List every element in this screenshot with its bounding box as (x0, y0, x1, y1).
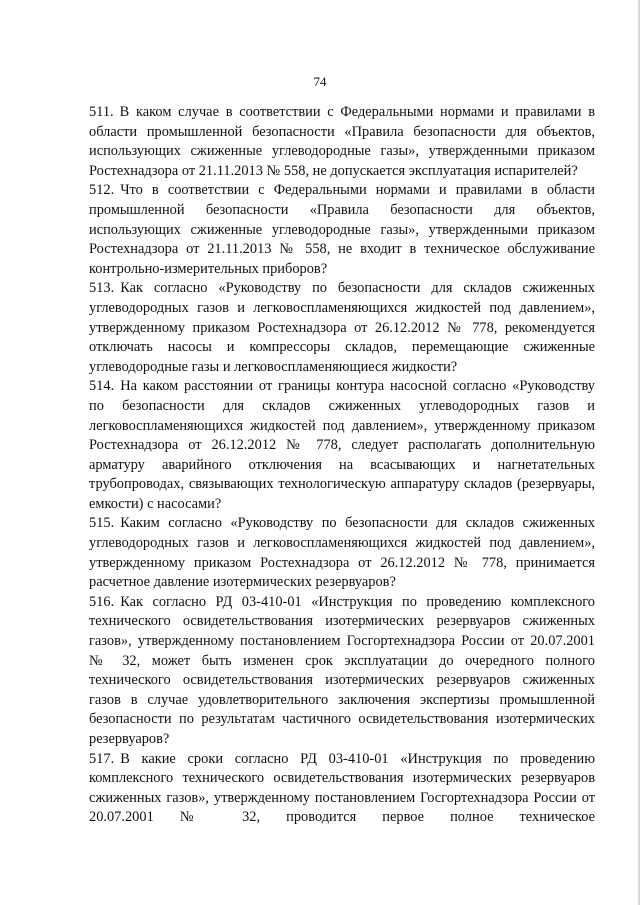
question-513 (89, 279, 595, 377)
question-number: 512. (89, 182, 115, 199)
question-number: 514. (89, 378, 115, 395)
question-text: Как согласно «Руководству по безопасности для складов сжиженных углеводородных газов и легковоспламеняющихся жидкостей под давлением», утвержденному приказом Ростехнадзора от 26.12.2012 № 778, рекомендуется отключать насосы и компрессоры складов, перемещающие сжиженные углеводородные газы и легковоспламеняющиеся жидкости? (89, 280, 595, 375)
question-511 (89, 103, 595, 181)
questions-list (89, 103, 595, 828)
question-text: В каком случае в соответствии с Федеральными нормами и правилами в области промышленной безопасности «Правила безопасности для объектов, использующих сжиженные углеводородные газы», утвержденными приказом Ростехнадзора от 21.11.2013 № 558, не допускается эксплуатация испарителей? (89, 104, 595, 179)
question-text: Что в соответствии с Федеральными нормами и правилами в области промышленной безопасности «Правила безопасности для объектов, использующих сжиженные углеводородные газы», утвержденными приказом Ростехнадзора от 21.11.2013 № 558, не входит в техническое обслуживание контрольно-измерительных приборов? (89, 182, 595, 277)
question-515 (89, 514, 595, 592)
question-517 (89, 750, 595, 828)
question-number: 517. (89, 750, 115, 767)
question-number: 515. (89, 515, 115, 532)
question-text: На каком расстоянии от границы контура насосной согласно «Руководству по безопасности для складов сжиженных углеводородных газов и легковоспламеняющихся жидкостей под давлением», утвержденному приказом Ростехнадзора от 26.12.2012 № 778, следует располагать дополнительную арматуру аварийного отключения на всасывающих и нагнетательных трубопроводах, связывающих технологическую аппаратуру складов (резервуары, емкости) с насосами? (89, 378, 595, 512)
question-number: 511. (89, 104, 114, 120)
page-number: 74 (313, 74, 327, 89)
question-text: Каким согласно «Руководству по безопасности для складов сжиженных углеводородных газов и легковоспламеняющихся жидкостей под давлением», утвержденному приказом Ростехнадзора от 26.12.2012 № 778, принимается расчетное давление изотермических резервуаров? (89, 515, 595, 591)
question-text: Как согласно РД 03-410-01 «Инструкция по проведению комплексного технического освидетельствования изотермических резервуаров сжиженных газов», утвержденному постановлением Госгортехнадзора России от 20.07.2001 № 32, может быть изменен срок эксплуатации до очередного полного технического освидетельствования изотермических резервуаров сжиженных газов в случае удовлетворительного заключения экспертизы промышленной безопасности по результатам частичного освидетельствования изотермических резервуаров? (89, 593, 595, 747)
question-512 (89, 181, 595, 279)
question-514 (89, 377, 595, 514)
question-number: 513. (89, 280, 115, 297)
question-text: В какие сроки согласно РД 03-410-01 «Инструкция по проведению комплексного технического освидетельствования изотермических резервуаров сжиженных газов», утвержденному постановлением Госгортехнадзора России от 20.07.2001 № 32, проводится первое полное техническое (89, 750, 595, 826)
question-number: 516. (89, 593, 115, 610)
question-516 (89, 593, 595, 750)
